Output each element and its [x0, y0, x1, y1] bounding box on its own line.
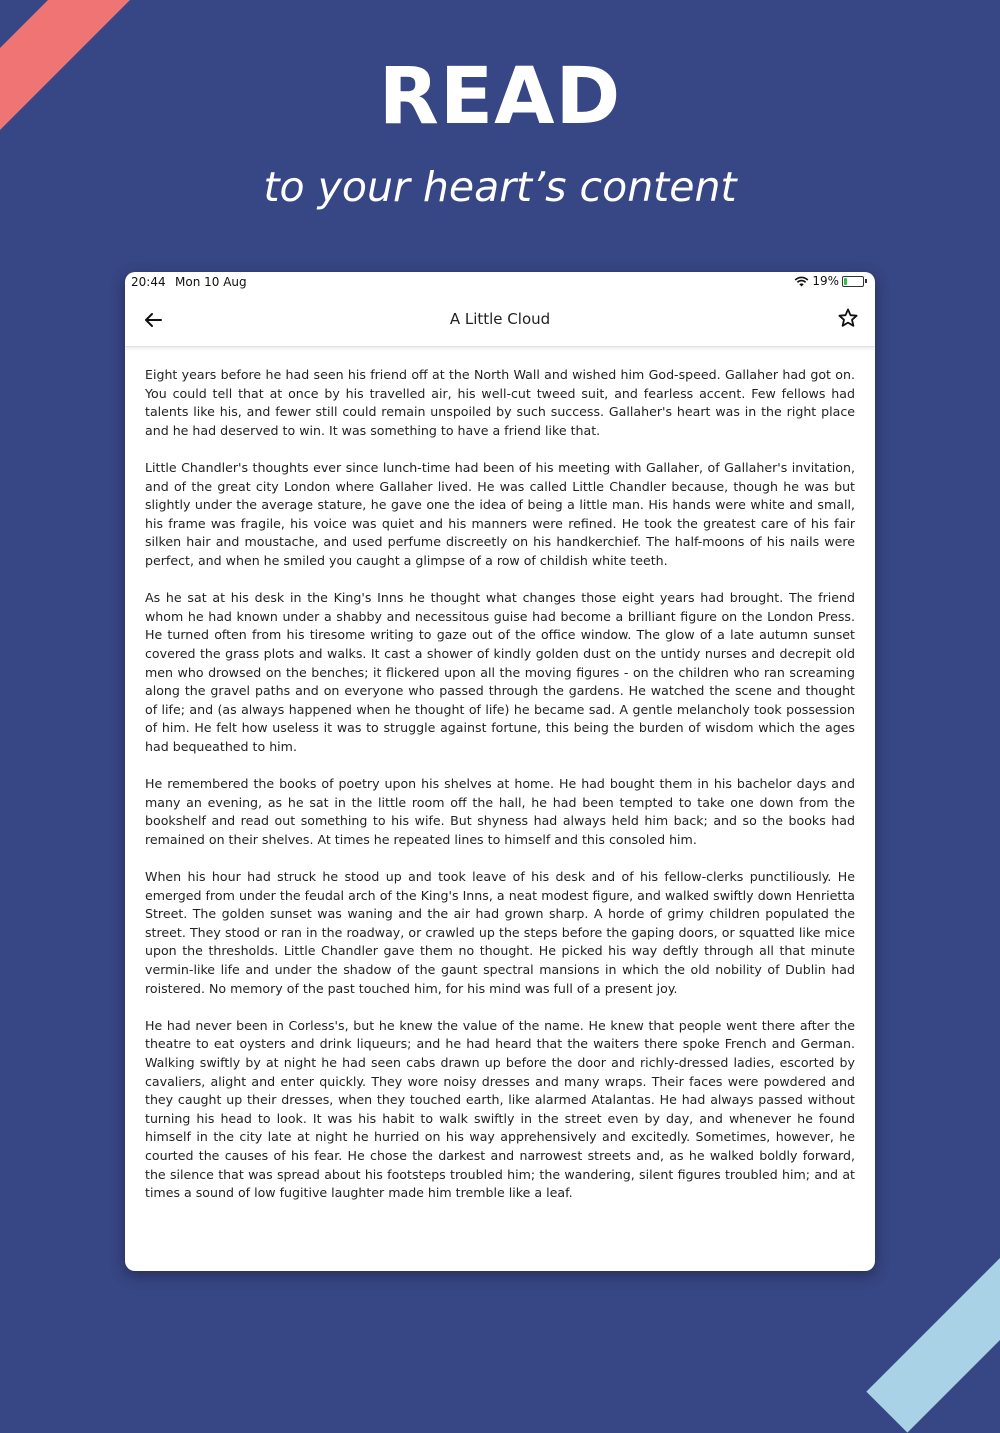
device-screen [125, 272, 875, 1271]
status-date: Mon 10 Aug [175, 275, 247, 289]
hero-headline: READ [378, 52, 622, 142]
status-time: 20:44 [131, 275, 166, 289]
book-paragraph: When his hour had struck he stood up and took leave of his desk and of his fellow-clerks punctiliously. He emerged from under the feudal arch of the King's Inns, a neat modest figure, and walked swiftly down Henrietta Street. The golden sunset was waning and the air had grown sharp. A horde of grimy children populated the street. They stood or ran in the roadway, or crawled up the steps before the gaping doors, or squatted like mice upon the thresholds. Little Chandler gave them no thought. He picked his way deftly through all that minute vermin-like life and under the shadow of the gaunt spectral mansions in which the old nobility of Dublin had roistered. No memory of the past touched him, for his mind was full of a present joy. [145, 869, 855, 996]
battery-icon [842, 276, 864, 287]
hero-subline: to your heart’s content [263, 163, 737, 211]
decorative-stripe-bottom-right [866, 1165, 1000, 1432]
book-paragraph: He remembered the books of poetry upon his shelves at home. He had bought them in his bachelor days and many an evening, as he sat in the little room off the hall, he had been tempted to take one down from the bookshelf and read out something to his wife. But shyness had always held him back; and so the books had remained on their shelves. At times he repeated lines to himself and this consoled him. [145, 776, 855, 847]
star-outline-icon [836, 306, 860, 330]
battery-cap [865, 279, 867, 283]
favorite-button[interactable] [836, 306, 860, 330]
wifi-icon [794, 276, 809, 287]
status-bar [125, 272, 875, 294]
battery-percent: 19% [812, 274, 839, 288]
status-indicators [794, 274, 867, 288]
battery-level-fill [844, 278, 847, 285]
book-paragraph: He had never been in Corless's, but he knew the value of the name. He knew that people went there after the theatre to eat oysters and drink liqueurs; and he had heard that the waiters there spoke French and German. Walking swiftly by at night he had seen cabs drawn up before the door and richly-dressed ladies, escorted by cavaliers, alight and enter quickly. They wore noisy dresses and many wraps. Their faces were powdered and they caught up their dresses, when they touched earth, like alarmed Atalantas. He had always passed without turning his head to look. It was his habit to walk swiftly in the street even by day, and whenever he found himself in the city late at night he hurried on his way apprehensively and excitedly. Sometimes, however, he courted the causes of his fear. He chose the darkest and narrowest streets and, as he walked boldly forward, the silence that was spread about his footsteps troubled him; the wandering, silent figures troubled him; and at times a sound of low fugitive laughter made him tremble like a leaf. [145, 1017, 855, 1201]
nav-bar [125, 294, 875, 347]
book-paragraph: As he sat at his desk in the King's Inns he thought what changes those eight years had brought. The friend whom he had known under a shabby and necessitous guise had become a brilliant figure on the London Press. He turned often from his tiresome writing to gaze out of the office window. The glow of a late autumn sunset covered the grass plots and walks. It cast a shower of kindly golden dust on the untidy nurses and decrepit old men who drowsed on the benches; it flickered upon all the moving figures - on the children who ran screaming along the gravel paths and on everyone who passed through the gardens. He watched the scene and thought of life; and (as always happened when he thought of life) he became sad. A gentle melancholy took possession of him. He felt how useless it was to struggle against fortune, this being the burden of wisdom which the ages had bequeathed to him. [145, 590, 855, 754]
book-paragraph: Little Chandler's thoughts ever since lunch-time had been of his meeting with Gallaher, of Gallaher's invitation, and of the great city London where Gallaher lived. He was called Little Chandler because, though he was but slightly under the average stature, he gave one the idea of being a little man. His hands were white and small, his frame was fragile, his voice was quiet and his manners were refined. He took the greatest care of his fair silken hair and moustache, and used perfume discreetly on his handkerchief. The half-moons of his nails were perfect, and when he smiled you caught a glimpse of a row of childish white teeth. [145, 459, 855, 568]
reader-content[interactable] [145, 366, 855, 1221]
book-chapter-title: A Little Cloud [449, 310, 551, 328]
book-paragraph: Eight years before he had seen his friend off at the North Wall and wished him God-speed. Gallaher had got on. You could tell that at once by his travelled air, his well-cut tweed suit, and fearless accent. Few fellows had talents like his, and fewer still could remain unspoiled by such success. Gallaher's heart was in the right place and he had deserved to win. It was something to have a friend like that. [145, 367, 855, 438]
